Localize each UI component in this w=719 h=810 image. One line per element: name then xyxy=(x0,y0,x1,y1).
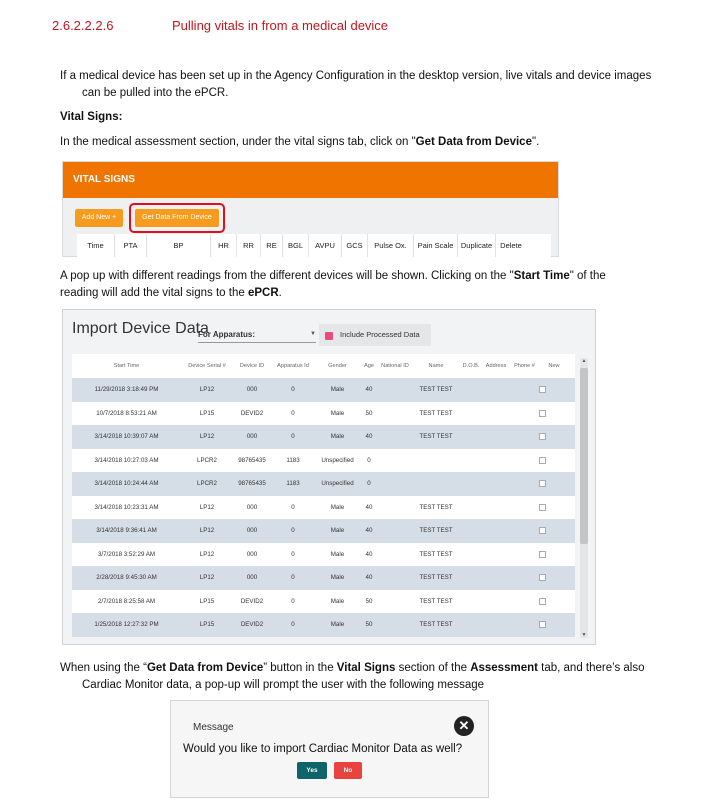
age-cell: 40 xyxy=(365,386,373,394)
new-checkbox[interactable] xyxy=(539,480,546,487)
gender-cell: Unspecified xyxy=(321,456,354,464)
device-id-cell: 000 xyxy=(246,574,258,582)
cardiac-text: section of the xyxy=(395,662,471,674)
column-header: Device Serial # xyxy=(188,363,226,369)
column-header: BP xyxy=(147,234,211,257)
age-cell: 50 xyxy=(365,597,373,605)
new-cell xyxy=(539,621,569,628)
new-cell xyxy=(539,574,569,581)
add-new-button[interactable]: Add New + xyxy=(75,209,123,227)
instruction-paragraph xyxy=(60,134,539,151)
start-time-cell[interactable]: 2/28/2018 9:45:30 AM xyxy=(96,574,157,582)
import-table-header xyxy=(72,354,575,378)
table-row[interactable] xyxy=(72,496,575,520)
column-header: RR xyxy=(237,234,261,257)
table-row[interactable] xyxy=(72,613,575,637)
name-cell: TEST TEST xyxy=(419,503,453,511)
start-time-cell[interactable]: 2/7/2018 8:25:58 AM xyxy=(97,597,156,605)
popup-bold: Start Time xyxy=(513,270,570,282)
column-header: AVPU xyxy=(309,234,342,257)
device-id-cell: 000 xyxy=(246,550,258,558)
include-processed-checkbox[interactable] xyxy=(325,332,333,340)
name-cell: TEST TEST xyxy=(419,527,453,535)
table-row[interactable] xyxy=(72,425,575,449)
column-header: Device ID xyxy=(239,363,265,369)
column-header: Name xyxy=(428,363,444,369)
table-row[interactable] xyxy=(72,543,575,567)
apparatus-id-cell: 0 xyxy=(291,527,295,535)
scrollbar[interactable] xyxy=(580,358,588,638)
gender-cell: Male xyxy=(330,503,345,511)
start-time-cell[interactable]: 11/29/2018 3:18:49 PM xyxy=(94,386,159,394)
device-serial-cell: LP12 xyxy=(199,550,215,558)
device-serial-cell: LP15 xyxy=(199,621,215,629)
new-cell xyxy=(539,551,569,558)
new-checkbox[interactable] xyxy=(539,598,546,605)
device-id-cell: 000 xyxy=(246,386,258,394)
popup-paragraph xyxy=(60,268,606,302)
section-heading xyxy=(52,18,388,33)
column-header: Duplicate xyxy=(458,234,496,257)
new-cell xyxy=(539,457,569,464)
column-header: Pain Scale xyxy=(414,234,458,257)
cardiac-text: ” button in the xyxy=(263,662,337,674)
instruction-suffix: ". xyxy=(531,136,540,148)
apparatus-id-cell: 0 xyxy=(291,550,295,558)
vital-signs-panel xyxy=(62,161,559,257)
new-cell xyxy=(539,598,569,605)
device-id-cell: DEVID2 xyxy=(240,597,264,605)
age-cell: 40 xyxy=(365,527,373,535)
table-row[interactable] xyxy=(72,449,575,473)
device-serial-cell: LP15 xyxy=(199,409,215,417)
apparatus-label: For Apparatus: xyxy=(198,330,256,339)
cardiac-bold: Get Data from Device xyxy=(146,662,264,674)
scrollbar-thumb[interactable] xyxy=(580,368,588,544)
import-table xyxy=(72,354,575,637)
name-cell: TEST TEST xyxy=(419,621,453,629)
device-id-cell: 98765435 xyxy=(238,480,266,488)
vital-signs-heading xyxy=(60,109,122,126)
new-checkbox[interactable] xyxy=(539,574,546,581)
age-cell: 40 xyxy=(365,433,373,441)
apparatus-id-cell: 0 xyxy=(291,433,295,441)
column-header: D.O.B. xyxy=(462,363,480,369)
gender-cell: Male xyxy=(330,386,345,394)
age-cell: 0 xyxy=(367,480,371,488)
age-cell: 50 xyxy=(365,621,373,629)
column-header: Delete xyxy=(500,241,522,250)
popup-text: A pop up with different readings from the different devices will be shown. Clicking on the " xyxy=(60,270,514,282)
start-time-cell[interactable]: 3/14/2018 9:36:41 AM xyxy=(96,527,157,535)
get-data-from-device-button[interactable]: Get Data From Device xyxy=(135,209,219,227)
column-header: Pulse Ox. xyxy=(368,234,414,257)
gender-cell: Male xyxy=(330,550,345,558)
start-time-cell[interactable]: 3/14/2018 10:24:44 AM xyxy=(94,480,159,488)
device-serial-cell: LP12 xyxy=(199,503,215,511)
column-header: National ID xyxy=(381,363,409,369)
message-body: Would you like to import Cardiac Monitor Data as well? xyxy=(183,743,463,755)
message-dialog xyxy=(170,700,489,798)
start-time-cell[interactable]: 1/25/2018 12:27:32 PM xyxy=(94,621,159,629)
intro-paragraph xyxy=(60,68,651,102)
gender-cell: Male xyxy=(330,621,345,629)
column-header: PTA xyxy=(115,234,147,257)
popup-text: reading will add the vital signs to the xyxy=(60,287,248,299)
gender-cell: Male xyxy=(330,527,345,535)
table-row[interactable] xyxy=(72,566,575,590)
table-row[interactable] xyxy=(72,519,575,543)
new-checkbox[interactable] xyxy=(539,504,546,511)
cardiac-bold: Vital Signs xyxy=(336,662,396,674)
name-cell: TEST TEST xyxy=(419,386,453,394)
age-cell: 40 xyxy=(365,550,373,558)
apparatus-id-cell: 0 xyxy=(291,386,295,394)
new-cell xyxy=(539,386,569,393)
new-checkbox[interactable] xyxy=(539,457,546,464)
name-cell: TEST TEST xyxy=(419,409,453,417)
import-device-data-panel xyxy=(62,309,596,645)
new-checkbox[interactable] xyxy=(539,386,546,393)
column-header: BGL xyxy=(283,234,309,257)
device-id-cell: 98765435 xyxy=(238,456,266,464)
vital-signs-header: VITAL SIGNS xyxy=(63,162,558,198)
include-processed-label: Include Processed Data xyxy=(340,330,420,339)
instruction-prefix: In the medical assessment section, under the vital signs tab, click on " xyxy=(60,136,416,148)
vital-signs-heading-text: Vital Signs: xyxy=(60,111,123,123)
device-serial-cell: LP12 xyxy=(199,386,215,394)
age-cell: 50 xyxy=(365,409,373,417)
intro-line-2: can be pulled into the ePCR. xyxy=(82,87,229,99)
device-serial-cell: LP12 xyxy=(199,433,215,441)
apparatus-id-cell: 1183 xyxy=(286,480,300,488)
device-id-cell: DEVID2 xyxy=(240,621,264,629)
cardiac-line-2: Cardiac Monitor data, a pop-up will prompt the user with the following message xyxy=(82,679,485,691)
start-time-cell[interactable]: 3/14/2018 10:39:07 AM xyxy=(94,433,159,441)
table-row[interactable] xyxy=(72,590,575,614)
column-header: Apparatus Id xyxy=(277,363,309,369)
new-cell xyxy=(539,410,569,417)
new-checkbox[interactable] xyxy=(539,551,546,558)
apparatus-id-cell: 1183 xyxy=(286,456,300,464)
column-header: Start Time xyxy=(113,363,140,369)
device-serial-cell: LP15 xyxy=(199,597,215,605)
start-time-cell[interactable]: 10/7/2018 8:53:21 AM xyxy=(96,409,157,417)
column-header: Phone # xyxy=(514,363,535,369)
column-header: Address xyxy=(485,363,507,369)
apparatus-id-cell: 0 xyxy=(291,503,295,511)
name-cell: TEST TEST xyxy=(419,597,453,605)
apparatus-id-cell: 0 xyxy=(291,597,295,605)
no-button[interactable]: No xyxy=(334,762,362,779)
section-title: Pulling vitals in from a medical device xyxy=(172,18,389,33)
gender-cell: Male xyxy=(330,433,345,441)
gender-cell: Unspecified xyxy=(321,480,354,488)
import-rows xyxy=(72,378,575,637)
popup-line-1 xyxy=(60,268,606,285)
popup-bold: ePCR xyxy=(247,287,279,299)
scroll-down-icon[interactable]: ▼ xyxy=(581,632,587,638)
device-id-cell: 000 xyxy=(246,527,258,535)
new-cell xyxy=(539,433,569,440)
gender-cell: Male xyxy=(330,409,345,417)
vital-signs-table-header xyxy=(77,234,551,257)
cardiac-bold: Assessment xyxy=(470,662,538,674)
scroll-up-icon[interactable]: ▲ xyxy=(581,358,587,364)
device-serial-cell: LPCR2 xyxy=(197,480,217,488)
message-title: Message xyxy=(193,722,234,733)
name-cell: TEST TEST xyxy=(419,574,453,582)
column-header: New xyxy=(548,363,560,369)
device-serial-cell: LPCR2 xyxy=(197,456,217,464)
device-serial-cell: LP12 xyxy=(199,527,215,535)
column-header: RE xyxy=(261,234,283,257)
table-row[interactable] xyxy=(72,378,575,402)
device-id-cell: 000 xyxy=(246,433,258,441)
instruction-bold: Get Data from Device xyxy=(415,136,532,148)
column-header: Gender xyxy=(328,363,347,369)
gender-cell: Male xyxy=(330,574,345,582)
apparatus-id-cell: 0 xyxy=(291,574,295,582)
new-checkbox[interactable] xyxy=(539,621,546,628)
name-cell: TEST TEST xyxy=(419,550,453,558)
apparatus-id-cell: 0 xyxy=(291,409,295,417)
column-header: Time xyxy=(77,234,115,257)
device-id-cell: 000 xyxy=(246,503,258,511)
age-cell: 40 xyxy=(365,574,373,582)
intro-line-1: If a medical device has been set up in the Agency Configuration in the desktop version, live vitals and device images xyxy=(60,70,652,82)
gender-cell: Male xyxy=(330,597,345,605)
start-time-cell[interactable]: 3/14/2018 10:27:03 AM xyxy=(94,456,159,464)
cardiac-text: tab, and there’s also xyxy=(537,662,645,674)
cardiac-paragraph xyxy=(60,660,645,694)
highlight-box xyxy=(129,203,225,233)
new-checkbox[interactable] xyxy=(539,433,546,440)
new-cell xyxy=(539,504,569,511)
popup-line-2 xyxy=(60,285,606,302)
age-cell: 40 xyxy=(365,503,373,511)
apparatus-select[interactable] xyxy=(198,330,316,343)
table-row[interactable] xyxy=(72,402,575,426)
start-time-cell[interactable]: 3/14/2018 10:23:31 AM xyxy=(94,503,159,511)
table-row[interactable] xyxy=(72,472,575,496)
column-header: GCS xyxy=(342,234,368,257)
popup-text: " of the xyxy=(569,270,606,282)
apparatus-id-cell: 0 xyxy=(291,621,295,629)
cardiac-text: When using the “ xyxy=(60,662,147,674)
dropdown-caret-icon: ▼ xyxy=(310,331,316,337)
name-cell: TEST TEST xyxy=(419,433,453,441)
close-icon[interactable]: ✕ xyxy=(454,716,474,736)
new-checkbox[interactable] xyxy=(539,410,546,417)
yes-button[interactable]: Yes xyxy=(297,762,327,779)
column-header: HR xyxy=(211,234,237,257)
age-cell: 0 xyxy=(367,456,371,464)
device-id-cell: DEVID2 xyxy=(240,409,264,417)
section-number: 2.6.2.2.2.6 xyxy=(52,18,114,33)
cardiac-line-1 xyxy=(60,660,645,677)
device-serial-cell: LP12 xyxy=(199,574,215,582)
column-header: Age xyxy=(364,363,374,369)
start-time-cell[interactable]: 3/7/2018 3:52:29 AM xyxy=(97,550,156,558)
popup-text: . xyxy=(278,287,282,299)
import-title: Import Device Data xyxy=(72,320,209,337)
new-cell xyxy=(539,480,569,487)
new-checkbox[interactable] xyxy=(539,527,546,534)
new-cell xyxy=(539,527,569,534)
